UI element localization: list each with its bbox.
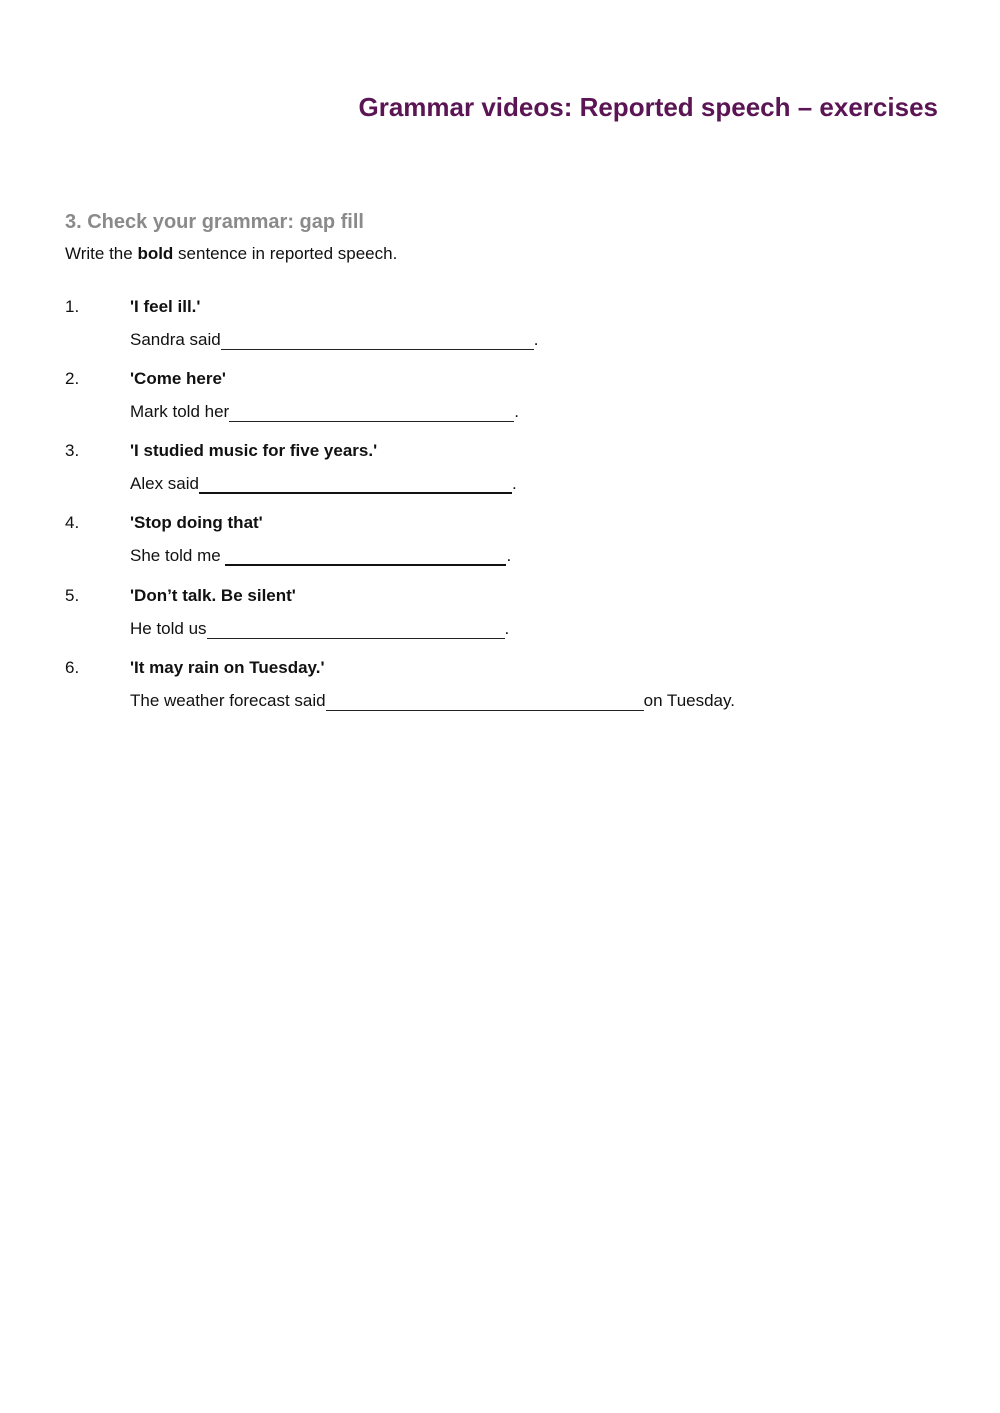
- answer-suffix: .: [533, 330, 539, 349]
- answer-prefix: He told us: [130, 619, 207, 638]
- page-title: Grammar videos: Reported speech – exercises: [358, 92, 938, 122]
- answer-line: [130, 619, 509, 639]
- answer-prefix: The weather forecast said: [130, 691, 326, 710]
- item-quote: 'Stop doing that': [130, 513, 263, 532]
- answer-blank-4[interactable]: [225, 546, 506, 566]
- answer-blank-3[interactable]: [199, 474, 512, 494]
- item-quote: 'It may rain on Tuesday.': [130, 658, 325, 677]
- answer-blank-1[interactable]: [221, 331, 534, 350]
- answer-line: [130, 330, 538, 350]
- answer-prefix: Mark told her: [130, 402, 230, 421]
- answer-prefix: She told me: [130, 546, 226, 565]
- section-heading: 3. Check your grammar: gap fill: [65, 211, 364, 233]
- answer-prefix: Alex said: [130, 474, 199, 493]
- item-number: 1.: [65, 297, 80, 316]
- answer-blank-5[interactable]: [207, 620, 505, 639]
- instructions-text-start: Write the: [65, 244, 138, 263]
- item-number: 6.: [65, 658, 80, 677]
- item-quote: 'I feel ill.': [130, 297, 201, 316]
- item-quote: 'I studied music for five years.': [130, 441, 378, 460]
- answer-suffix: .: [514, 402, 519, 421]
- item-number: 2.: [65, 369, 80, 388]
- answer-prefix: Sandra said: [130, 330, 221, 349]
- answer-line: [130, 691, 735, 711]
- item-quote: 'Don’t talk. Be silent': [130, 586, 296, 605]
- answer-line: [130, 474, 517, 494]
- answer-suffix: on Tuesday.: [643, 691, 735, 710]
- instructions: [65, 244, 397, 264]
- item-number: 5.: [65, 586, 80, 605]
- answer-suffix: .: [504, 619, 510, 638]
- answer-blank-6[interactable]: [326, 692, 644, 711]
- item-number: 3.: [65, 441, 80, 460]
- instructions-text-end: sentence in reported speech.: [173, 244, 398, 263]
- instructions-bold-word: bold: [137, 244, 174, 263]
- answer-blank-2[interactable]: [229, 403, 514, 422]
- answer-suffix: .: [506, 546, 512, 565]
- item-number: 4.: [65, 513, 80, 532]
- answer-suffix: .: [511, 474, 517, 493]
- answer-line: [130, 546, 511, 566]
- item-quote: 'Come here': [130, 369, 226, 388]
- answer-line: [130, 402, 519, 422]
